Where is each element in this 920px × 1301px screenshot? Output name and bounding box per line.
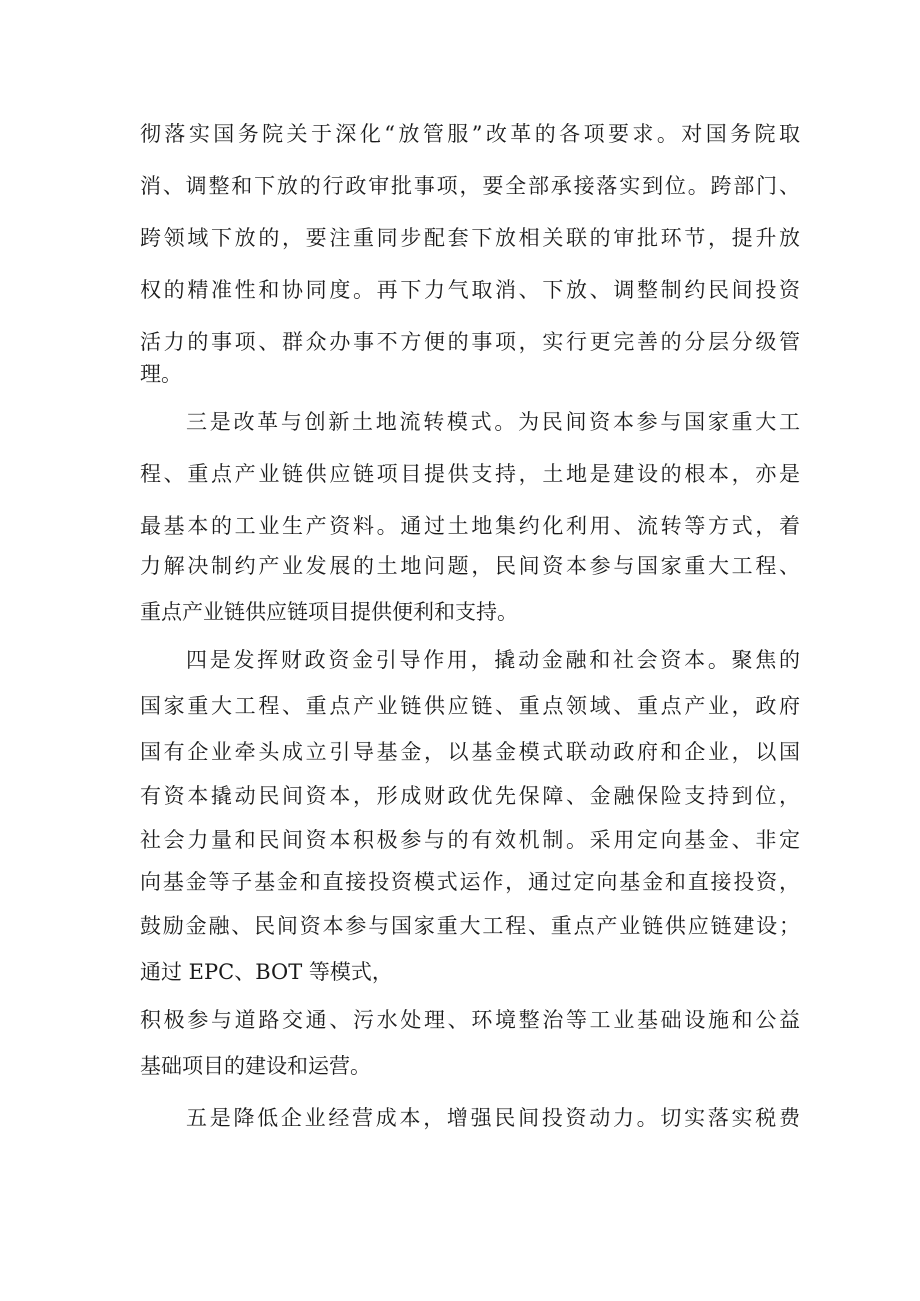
text-line: 鼓励金融、民间资本参与国家重大工程、重点产业链供应链建设；: [140, 914, 800, 938]
text-line: 权的精准性和协同度。再下力气取消、下放、调整制约民间投资: [140, 278, 800, 302]
text-line: 跨领域下放的，要注重同步配套下放相关联的审批环节，提升放: [140, 226, 800, 250]
text-line: 积极参与道路交通、污水处理、环境整治等工业基础设施和公益: [140, 1008, 800, 1032]
text-line: 程、重点产业链供应链项目提供支持，土地是建设的根本，亦是: [140, 462, 800, 486]
text-line: 向基金等子基金和直接投资模式运作，通过定向基金和直接投资，: [140, 870, 800, 894]
text-line: 理。: [140, 362, 182, 386]
text-line: 最基本的工业生产资料。通过土地集约化利用、流转等方式，着: [140, 514, 800, 538]
paragraph-heading-line: 五是降低企业经营成本，增强民间投资动力。切实落实税费: [186, 1106, 800, 1130]
text-line: 活力的事项、群众办事不方便的事项，实行更完善的分层分级管: [140, 330, 800, 354]
text-line: 彻落实国务院关于深化“放管服”改革的各项要求。对国务院取: [140, 122, 800, 146]
text-line: 国家重大工程、重点产业链供应链、重点领域、重点产业，政府: [140, 694, 800, 718]
text-line: 力解决制约产业发展的土地问题，民间资本参与国家重大工程、: [140, 554, 800, 578]
text-line: 消、调整和下放的行政审批事项，要全部承接落实到位。跨部门、: [140, 174, 800, 198]
text-line: 有资本撬动民间资本，形成财政优先保障、金融保险支持到位，: [140, 784, 800, 808]
paragraph-heading-line: 四是发挥财政资金引导作用，撬动金融和社会资本。聚焦的: [186, 648, 800, 672]
text-line: 通过 EPC、BOT 等模式，: [140, 960, 393, 984]
text-line: 社会力量和民间资本积极参与的有效机制。采用定向基金、非定: [140, 828, 800, 852]
text-line: 基础项目的建设和运营。: [140, 1054, 371, 1078]
text-line: 重点产业链供应链项目提供便利和支持。: [140, 600, 518, 624]
paragraph-heading-line: 三是改革与创新土地流转模式。为民间资本参与国家重大工: [186, 410, 800, 434]
text-line: 国有企业牵头成立引导基金，以基金模式联动政府和企业，以国: [140, 740, 800, 764]
